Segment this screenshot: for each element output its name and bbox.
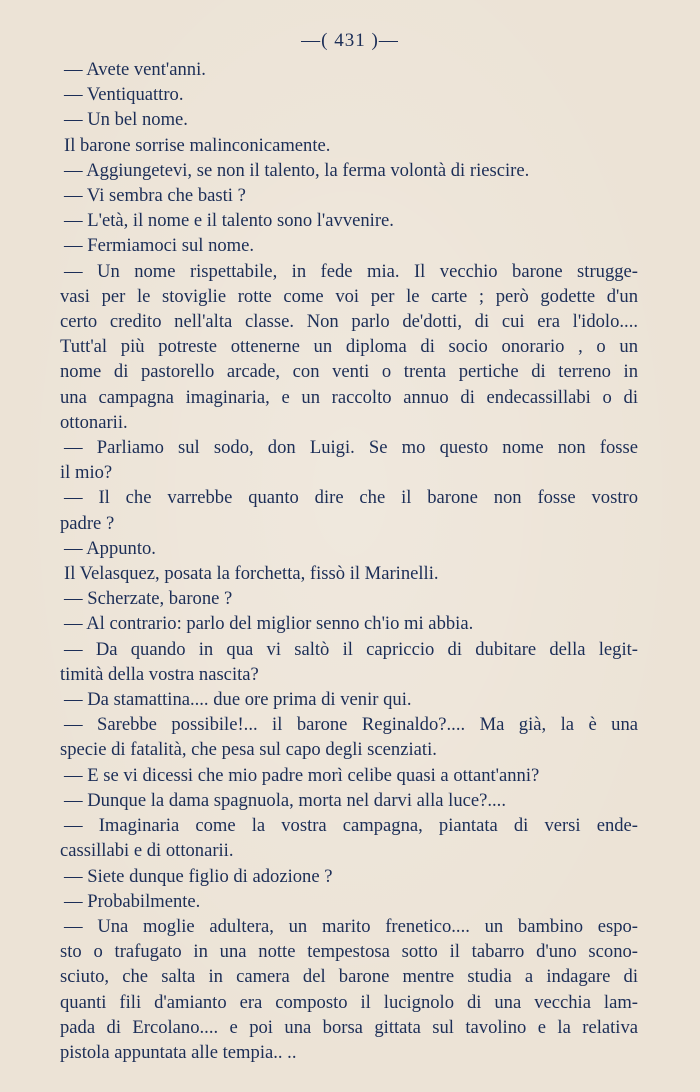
- text-line: — Un nome rispettabile, in fede mia. Il vecchio barone strugge-: [64, 260, 638, 282]
- text-line: specie di fatalità, che pesa sul capo degli scenziati.: [60, 739, 437, 761]
- paragraph: [60, 813, 638, 863]
- paragraph: [60, 435, 638, 485]
- paragraph: [60, 687, 638, 712]
- text-line: — Scherzate, barone ?: [64, 588, 233, 610]
- paragraph: [60, 864, 638, 889]
- paragraph: [60, 259, 638, 435]
- paragraph: [60, 889, 638, 914]
- text-line: — Al contrario: parlo del miglior senno ch'io mi abbia.: [64, 613, 474, 635]
- paragraph: [60, 57, 638, 82]
- text-line: — Dunque la dama spagnuola, morta nel darvi alla luce?....: [64, 789, 506, 811]
- text-line: nome di pastorello arcade, con venti o trenta pertiche di terreno in: [60, 361, 638, 383]
- text-line: vasi per le stoviglie rotte come voi per le carte ; però godette d'un: [60, 285, 638, 307]
- text-line: il mio?: [60, 462, 113, 484]
- page-number: —( 431 )—: [301, 30, 399, 51]
- paragraph: [60, 611, 638, 636]
- text-line: sto o trafugato in una notte tempestosa sotto il tabarro d'uno scono-: [60, 941, 638, 963]
- text-line: — Da stamattina.... due ore prima di venir qui.: [64, 689, 412, 711]
- text-line: cassillabi e di ottonarii.: [60, 840, 234, 862]
- text-line: ottonarii.: [60, 411, 128, 433]
- text-line: una campagna imaginaria, e un raccolto annuo di endecassillabi o di: [60, 386, 638, 408]
- text-line: — Imaginaria come la vostra campagna, piantata di versi ende-: [64, 815, 638, 837]
- text-line: — Appunto.: [64, 537, 156, 559]
- text-line: — Avete vent'anni.: [64, 59, 206, 80]
- text-line: — Da quando in qua vi saltò il capriccio di dubitare della legit-: [64, 638, 638, 660]
- text-line: — Ventiquattro.: [64, 84, 184, 106]
- paragraph: [60, 914, 638, 1065]
- text-body: [60, 57, 638, 1065]
- paragraph: [60, 208, 638, 233]
- paragraph: [60, 233, 638, 258]
- text-line: — Vi sembra che basti ?: [64, 185, 246, 207]
- text-line: — Siete dunque figlio di adozione ?: [64, 865, 333, 887]
- paragraph: [60, 637, 638, 687]
- text-line: Il barone sorrise malinconicamente.: [64, 134, 331, 156]
- text-line: — E se vi dicessi che mio padre morì celibe quasi a ottant'anni?: [64, 764, 540, 786]
- text-line: pada di Ercolano.... e poi una borsa gittata sul tavolino e la relativa: [60, 1016, 638, 1038]
- text-line: pistola appuntata alle tempia.. ..: [60, 1041, 297, 1063]
- text-line: — Il che varrebbe quanto dire che il barone non fosse vostro: [64, 487, 638, 509]
- paragraph: [60, 763, 638, 788]
- paragraph: [60, 712, 638, 762]
- text-line: quanti fili d'amianto era composto il lucignolo di una vecchia lam-: [60, 991, 638, 1013]
- text-line: padre ?: [60, 512, 115, 534]
- paragraph: [60, 561, 638, 586]
- paragraph: [60, 536, 638, 561]
- text-line: — Una moglie adultera, un marito frenetico.... un bambino espo-: [64, 915, 638, 937]
- text-line: Il Velasquez, posata la forchetta, fissò il Marinelli.: [64, 563, 439, 585]
- text-line: — L'età, il nome e il talento sono l'avvenire.: [64, 210, 394, 232]
- text-line: sciuto, che salta in camera del barone mentre studia a indagare di: [60, 966, 638, 988]
- text-line: — Aggiungetevi, se non il talento, la ferma volontà di riescire.: [64, 159, 530, 181]
- paragraph: [60, 485, 638, 535]
- text-line: — Fermiamoci sul nome.: [64, 235, 255, 257]
- text-line: certo credito nell'alta classe. Non parlo de'dotti, di cui era l'idolo....: [60, 311, 638, 333]
- paragraph: [60, 107, 638, 132]
- text-line: — Probabilmente.: [64, 890, 201, 912]
- text-line: — Un bel nome.: [64, 109, 188, 131]
- paragraph: [60, 183, 638, 208]
- text-line: Tutt'al più potreste ottenerne un diploma di socio onorario , o un: [60, 336, 638, 358]
- paragraph: [60, 158, 638, 183]
- paragraph: [60, 82, 638, 107]
- text-line: — Sarebbe possibile!... il barone Reginaldo?.... Ma già, la è una: [64, 714, 638, 736]
- text-line: timità della vostra nascita?: [60, 663, 259, 685]
- text-line: — Parliamo sul sodo, don Luigi. Se mo questo nome non fosse: [64, 437, 638, 459]
- paragraph: [60, 586, 638, 611]
- paragraph: [60, 133, 638, 158]
- paragraph: [60, 788, 638, 813]
